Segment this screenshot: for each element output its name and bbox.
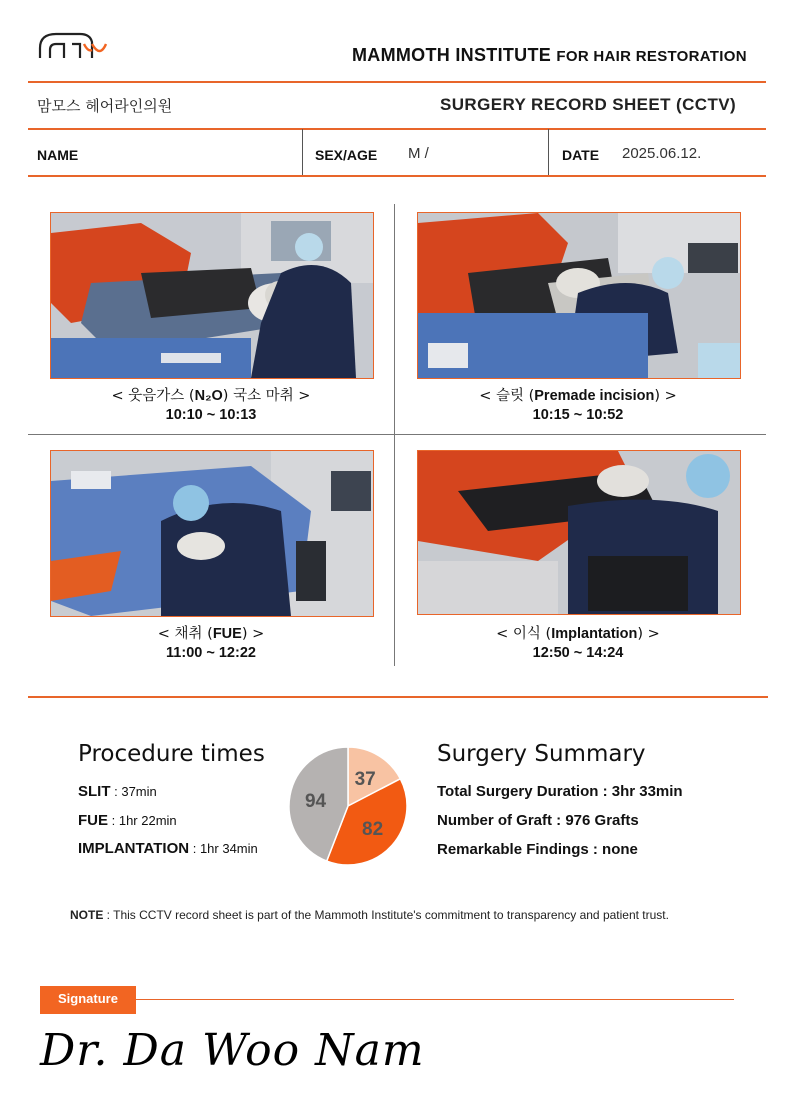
sheet-title: SURGERY RECORD SHEET (CCTV) [440, 95, 737, 114]
pie-label-fue: 82 [362, 819, 384, 841]
summary-duration: Total Surgery Duration : 3hr 33min [437, 783, 683, 800]
cctv-photo-anesthesia [50, 212, 374, 379]
summary-grafts: Number of Graft : 976 Grafts [437, 812, 639, 829]
photo-time-1: 10:10 ~ 10:13 [165, 407, 257, 423]
procedure-times-title: Procedure times [78, 741, 265, 767]
photo-time-2: 10:15 ~ 10:52 [532, 407, 624, 423]
date-label: DATE [562, 147, 600, 163]
surgery-summary-title: Surgery Summary [437, 741, 646, 767]
photo-caption-2: < 슬릿 (Premade incision) > 10:15 ~ 10:52 [479, 388, 677, 423]
procedure-row-implantation: IMPLANTATION : 1hr 34min [78, 840, 258, 857]
clinic-korean-name: 맘모스 헤어라인의원 [37, 97, 173, 115]
pie-label-implantation: 94 [304, 790, 327, 812]
mammoth-logo-icon [36, 28, 108, 64]
divider [302, 129, 303, 176]
cctv-photo-fue [50, 450, 374, 617]
photo-caption-3: < 채취 (FUE) > 11:00 ~ 12:22 [157, 626, 265, 661]
sexage-value: M / [408, 145, 429, 162]
photo-time-4: 12:50 ~ 14:24 [532, 645, 624, 661]
signature-name: Dr. Da Woo Nam [40, 1025, 425, 1076]
procedure-row-fue: FUE : 1hr 22min [78, 812, 177, 829]
note-text: NOTE : This CCTV record sheet is part of the Mammoth Institute's commitment to transparency and patient trust. [70, 908, 669, 922]
photo-caption-4: < 이식 (Implantation) > 12:50 ~ 14:24 [496, 626, 660, 661]
procedure-row-slit: SLIT : 37min [78, 783, 157, 800]
sexage-label: SEX/AGE [315, 147, 378, 163]
grid-divider [28, 434, 766, 435]
grid-divider [394, 204, 395, 666]
cctv-photo-incision [417, 212, 741, 379]
signature-tag: Signature [40, 986, 136, 1014]
name-label: NAME [37, 147, 79, 163]
cctv-photo-implantation [417, 450, 741, 615]
divider [28, 696, 768, 698]
divider [28, 128, 766, 130]
date-value: 2025.06.12. [622, 145, 702, 162]
divider [548, 129, 549, 176]
signature-line [136, 999, 734, 1000]
photo-caption-1: < 웃음가스 (N₂O) 국소 마취 > 10:10 ~ 10:13 [111, 388, 311, 423]
divider [28, 81, 766, 83]
pie-label-slit: 37 [354, 768, 376, 790]
photo-time-3: 11:00 ~ 12:22 [166, 645, 256, 661]
procedure-pie-chart [287, 745, 409, 867]
summary-findings: Remarkable Findings : none [437, 841, 638, 858]
divider [28, 175, 766, 177]
institute-title: MAMMOTH INSTITUTE FOR HAIR RESTORATION [352, 45, 747, 65]
